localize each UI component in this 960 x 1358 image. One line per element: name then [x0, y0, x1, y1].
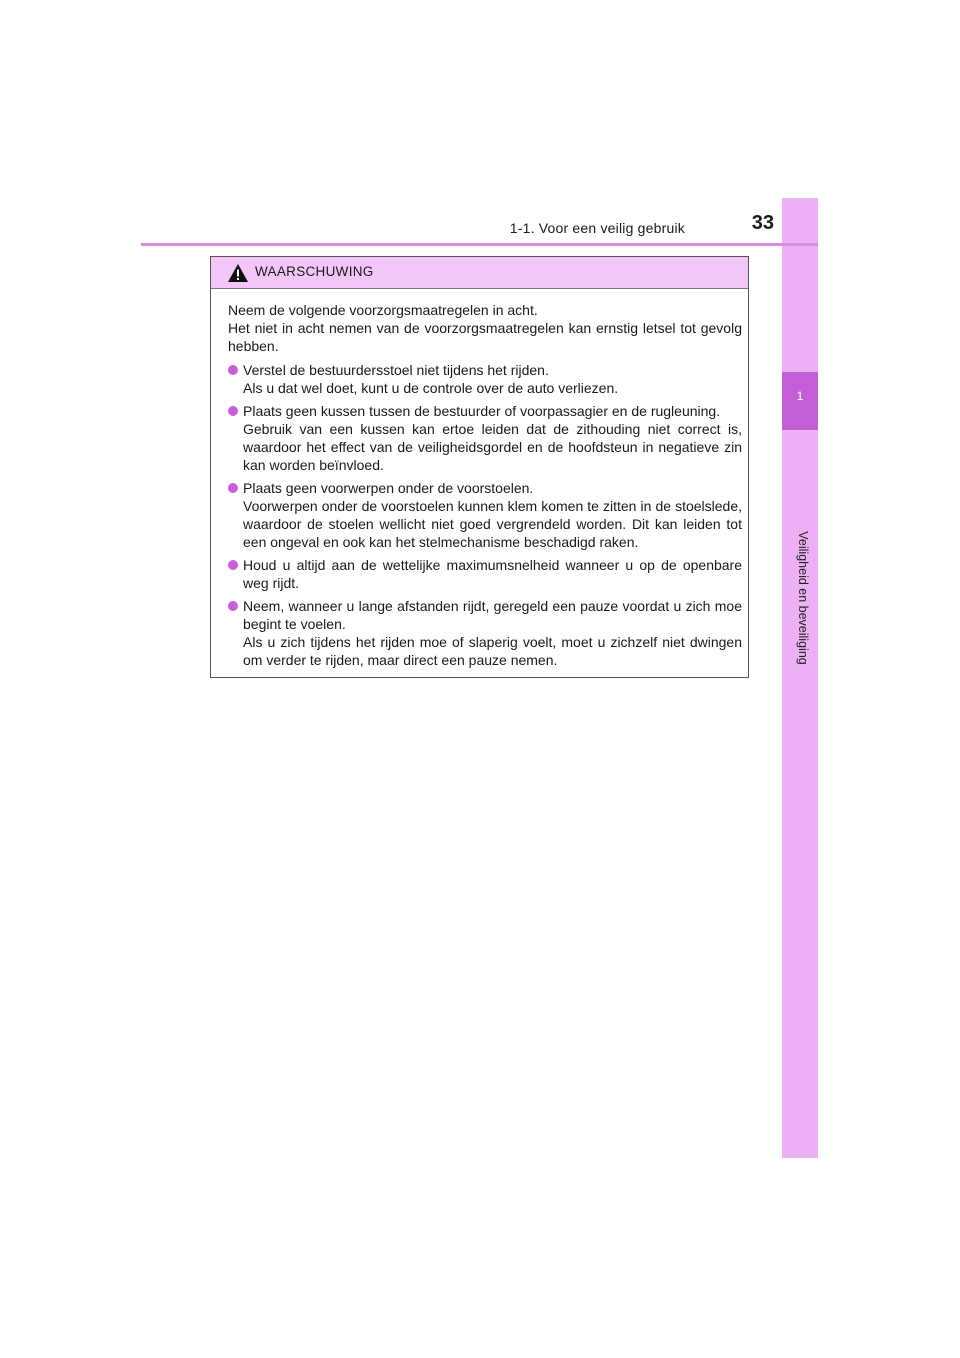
warning-body [211, 289, 748, 669]
list-item-line: Voorwerpen onder de voorstoelen kunnen klem komen te zitten in de stoelslede, waardoor de stoelen wellicht niet goed vergrendeld worden. Dit kan leiden tot een ongeval en ook kan het stelmechanisme beschadigd raken. [243, 498, 742, 550]
list-item-line: Plaats geen kussen tussen de bestuurder of voorpassagier en de rugleuning. [243, 403, 721, 419]
list-item [228, 479, 742, 551]
list-item-line: Houd u altijd aan de wettelijke maximumsnelheid wanneer u op de openbare weg rijdt. [243, 557, 742, 591]
list-item-line: Neem, wanneer u lange afstanden rijdt, geregeld een pauze voordat u zich moe begint te voelen. [243, 598, 742, 632]
warning-box [210, 256, 749, 678]
warning-list [228, 361, 742, 669]
section-title: 1-1. Voor een veilig gebruik [509, 220, 685, 236]
bullet-icon [228, 601, 238, 611]
list-item-line: Als u dat wel doet, kunt u de controle over de auto verliezen. [243, 380, 619, 396]
intro-line: Neem de volgende voorzorgsmaatregelen in acht. [228, 302, 538, 318]
chapter-number: 1 [796, 389, 804, 403]
warning-intro [228, 301, 742, 355]
list-item-line: Als u zich tijdens het rijden moe of slaperig voelt, moet u zichzelf niet dwingen om verder te rijden, maar direct een pauze nemen. [243, 634, 742, 668]
list-item-line: Verstel de bestuurdersstoel niet tijdens het rijden. [243, 362, 549, 378]
list-item [228, 402, 742, 474]
list-item [228, 597, 742, 669]
page-number: 33 [751, 212, 774, 234]
bullet-icon [228, 560, 238, 570]
chapter-title: Veiligheid en beveiliging [796, 531, 810, 665]
intro-line: Het niet in acht nemen van de voorzorgsmaatregelen kan ernstig letsel tot gevolg hebben. [228, 320, 742, 354]
list-item-line: Plaats geen voorwerpen onder de voorstoelen. [243, 480, 534, 496]
list-item [228, 556, 742, 592]
header-rule [141, 243, 818, 246]
bullet-icon [228, 365, 238, 375]
bullet-icon [228, 483, 238, 493]
bullet-icon [228, 406, 238, 416]
list-item [228, 361, 742, 397]
list-item-line: Gebruik van een kussen kan ertoe leiden dat de zithouding niet correct is, waardoor het effect van de veiligheidsgordel en de hoofdsteun in negatieve zin kan worden beïnvloed. [243, 421, 742, 473]
warning-triangle-icon [227, 263, 249, 283]
warning-title: WAARSCHUWING [255, 264, 374, 279]
warning-header [211, 257, 748, 289]
